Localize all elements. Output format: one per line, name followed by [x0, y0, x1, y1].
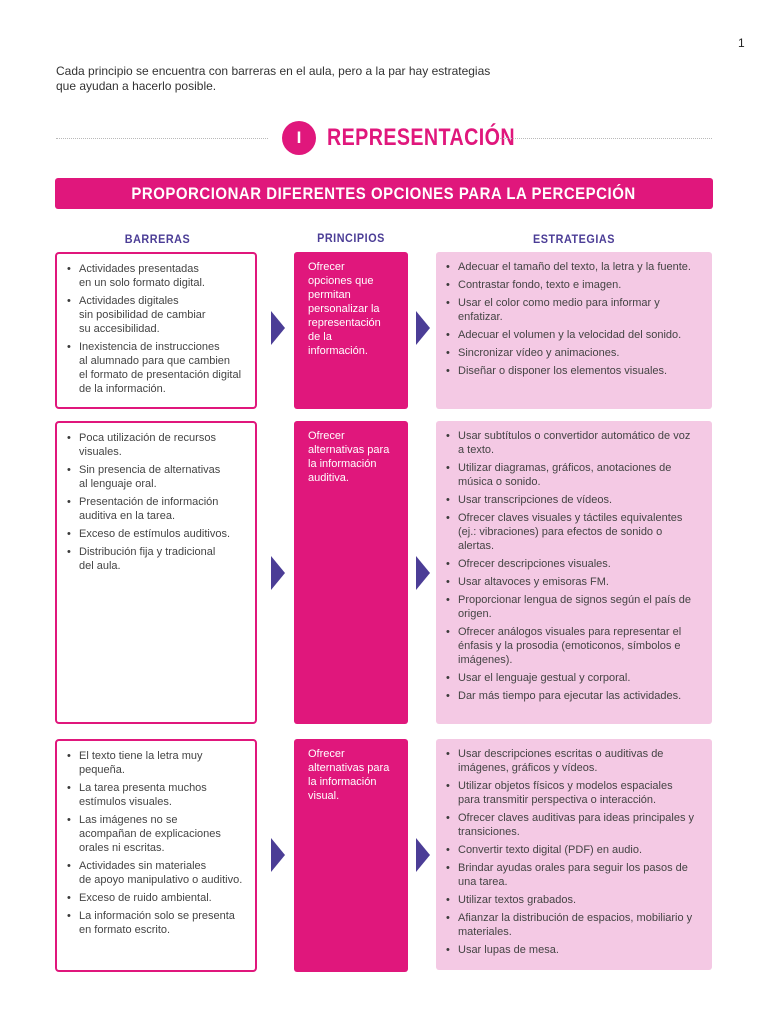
intro-line: Cada principio se encuentra con barreras en el aula, pero a la par hay estrategias: [56, 64, 491, 78]
intro-line: que ayudan a hacerlo posible.: [56, 79, 217, 93]
barriers-box: [55, 421, 257, 724]
arrow-right-icon: [271, 311, 285, 345]
column-header-principios: PRINCIPIOS: [317, 231, 385, 245]
list-item: • Sincronizar vídeo y animaciones.: [444, 346, 704, 360]
list-item: • Actividades presentadas en un solo formato digital.: [65, 262, 247, 290]
list-item: • Presentación de información auditiva en la tarea.: [65, 495, 247, 523]
list-item: • Ofrecer descripciones visuales.: [444, 557, 704, 571]
list-item: • Contrastar fondo, texto e imagen.: [444, 278, 704, 292]
section-number-badge: I: [282, 121, 316, 155]
barriers-box: [55, 739, 257, 972]
arrow-right-icon: [271, 556, 285, 590]
list-item: • Usar el color como medio para informar y enfatizar.: [444, 296, 704, 324]
list-item: • Utilizar textos grabados.: [444, 893, 704, 907]
list-item: • Ofrecer análogos visuales para representar el énfasis y la prosodia (emoticonos, símbolos e imágenes).: [444, 625, 704, 667]
list-item: • Usar transcripciones de vídeos.: [444, 493, 704, 507]
list-item: • Poca utilización de recursos visuales.: [65, 431, 247, 459]
strategies-list: [436, 252, 712, 378]
list-item: • La información solo se presenta en formato escrito.: [65, 909, 247, 937]
list-item: • Sin presencia de alternativas al lenguaje oral.: [65, 463, 247, 491]
strategies-box: [436, 252, 712, 409]
column-header-barreras: BARRERAS: [124, 232, 191, 246]
strategies-box: [436, 421, 712, 724]
list-item: • La tarea presenta muchos estímulos visuales.: [65, 781, 247, 809]
list-item: • Adecuar el volumen y la velocidad del sonido.: [444, 328, 704, 342]
list-item: • Actividades sin materiales de apoyo manipulativo o auditivo.: [65, 859, 247, 887]
guideline-banner-text: PROPORCIONAR DIFERENTES OPCIONES PARA LA PERCEPCIÓN: [131, 184, 637, 203]
principle-box: Ofrecer opciones que permitan personalizar la representación de la información.: [294, 252, 408, 409]
list-item: • Ofrecer claves visuales y táctiles equivalentes (ej.: vibraciones) para efectos de sonido o alertas.: [444, 511, 704, 553]
barriers-list: [57, 254, 255, 396]
list-item: • Brindar ayudas orales para seguir los pasos de una tarea.: [444, 861, 704, 889]
list-item: • Ofrecer claves auditivas para ideas principales y transiciones.: [444, 811, 704, 839]
list-item: • Inexistencia de instrucciones al alumnado para que cambien el formato de presentación digital de la información.: [65, 340, 247, 396]
list-item: • Las imágenes no se acompañan de explicaciones orales ni escritas.: [65, 813, 247, 855]
list-item: • Usar descripciones escritas o auditivas de imágenes, gráficos y vídeos.: [444, 747, 704, 775]
list-item: • Distribución fija y tradicional del aula.: [65, 545, 247, 573]
strategies-list: [436, 421, 712, 703]
guideline-banner: [55, 178, 713, 209]
divider-right: [500, 138, 712, 139]
list-item: • Proporcionar lengua de signos según el país de origen.: [444, 593, 704, 621]
list-item: • Usar lupas de mesa.: [444, 943, 704, 957]
list-item: • Usar altavoces y emisoras FM.: [444, 575, 704, 589]
barriers-list: [57, 741, 255, 937]
divider-left: [56, 138, 268, 139]
list-item: • Utilizar diagramas, gráficos, anotaciones de música o sonido.: [444, 461, 704, 489]
list-item: • Diseñar o disponer los elementos visuales.: [444, 364, 704, 378]
section-title: REPRESENTACIÓN: [327, 124, 515, 151]
arrow-right-icon: [416, 838, 430, 872]
list-item: • Adecuar el tamaño del texto, la letra y la fuente.: [444, 260, 704, 274]
principle-box: Ofrecer alternativas para la información auditiva.: [294, 421, 408, 724]
strategies-list: [436, 739, 712, 957]
list-item: • Afianzar la distribución de espacios, mobiliario y materiales.: [444, 911, 704, 939]
intro-text: [56, 64, 526, 94]
arrow-right-icon: [416, 311, 430, 345]
strategies-box: [436, 739, 712, 970]
list-item: • El texto tiene la letra muy pequeña.: [65, 749, 247, 777]
barriers-list: [57, 423, 255, 573]
list-item: • Exceso de estímulos auditivos.: [65, 527, 247, 541]
list-item: • Usar subtítulos o convertidor automático de voz a texto.: [444, 429, 704, 457]
barriers-box: [55, 252, 257, 409]
arrow-right-icon: [271, 838, 285, 872]
list-item: • Utilizar objetos físicos y modelos espaciales para transmitir perspectiva o interacción.: [444, 779, 704, 807]
page-number: 1: [738, 36, 745, 50]
list-item: • Actividades digitales sin posibilidad de cambiar su accesibilidad.: [65, 294, 247, 336]
column-header-estrategias: ESTRATEGIAS: [533, 232, 615, 246]
list-item: • Exceso de ruido ambiental.: [65, 891, 247, 905]
list-item: • Dar más tiempo para ejecutar las actividades.: [444, 689, 704, 703]
list-item: • Convertir texto digital (PDF) en audio.: [444, 843, 704, 857]
principle-box: Ofrecer alternativas para la información visual.: [294, 739, 408, 972]
list-item: • Usar el lenguaje gestual y corporal.: [444, 671, 704, 685]
arrow-right-icon: [416, 556, 430, 590]
